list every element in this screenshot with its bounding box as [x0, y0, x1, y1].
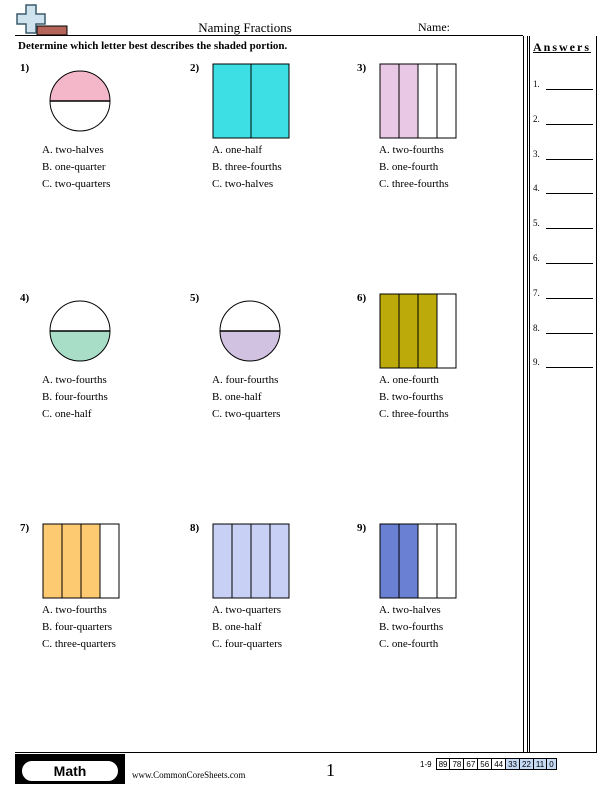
name-label: Name:	[418, 20, 450, 34]
score-cell: 89	[436, 759, 450, 770]
shaded-part	[43, 524, 62, 598]
answer-option: B. four-fourths	[42, 391, 108, 403]
unshaded-part	[418, 64, 437, 138]
fraction-rectangle	[379, 63, 457, 139]
score-cell: 56	[478, 759, 492, 770]
shaded-part	[251, 64, 289, 138]
math-badge: Math	[20, 759, 120, 783]
fraction-rectangle	[212, 523, 290, 599]
answer-number: 3.	[533, 148, 540, 159]
shaded-part	[50, 331, 110, 361]
answer-option: B. four-quarters	[42, 621, 113, 633]
score-cell: 44	[492, 759, 506, 770]
worksheet-title: Naming Fractions	[198, 20, 292, 35]
fraction-rectangle	[379, 523, 457, 599]
answer-blank[interactable]	[546, 193, 593, 194]
problem-number: 6)	[357, 292, 367, 304]
score-cell: 67	[464, 759, 478, 770]
problem-number: 2)	[190, 62, 200, 74]
score-cell: 78	[450, 759, 464, 770]
answer-option: C. four-quarters	[212, 638, 283, 650]
plus-logo-icon	[15, 4, 71, 36]
answer-option: C. two-halves	[212, 178, 274, 190]
answer-line[interactable]	[533, 79, 595, 91]
answer-line[interactable]	[533, 218, 595, 230]
fraction-circle	[47, 298, 113, 364]
answer-option: B. one-half	[212, 391, 262, 403]
answer-blank[interactable]	[546, 367, 593, 368]
answer-option: A. two-quarters	[212, 604, 282, 616]
answer-option: B. three-fourths	[212, 161, 282, 173]
answer-option: C. two-quarters	[42, 178, 111, 190]
problem-number: 3)	[357, 62, 367, 74]
answer-option: C. one-fourth	[379, 638, 439, 650]
shaded-part	[380, 64, 399, 138]
problem-number: 4)	[20, 292, 30, 304]
answer-blank[interactable]	[546, 333, 593, 334]
fraction-rectangle	[379, 293, 457, 369]
answer-blank[interactable]	[546, 263, 593, 264]
website-link[interactable]: www.CommonCoreSheets.com	[132, 770, 246, 780]
answer-option: A. two-fourths	[42, 374, 107, 386]
problem-number: 7)	[20, 522, 30, 534]
answer-options	[42, 142, 110, 193]
answer-option: C. three-quarters	[42, 638, 116, 650]
answer-option: A. one-half	[212, 144, 263, 156]
unshaded-part	[418, 524, 437, 598]
answer-column	[529, 36, 597, 752]
answer-options	[379, 372, 449, 423]
shaded-part	[213, 64, 251, 138]
answer-blank[interactable]	[546, 89, 593, 90]
answer-blank[interactable]	[546, 228, 593, 229]
problem-number: 5)	[190, 292, 200, 304]
answer-options	[42, 602, 116, 653]
page-number: 1	[326, 760, 335, 780]
problem-number: 9)	[357, 522, 367, 534]
answer-options	[42, 372, 108, 423]
answer-options	[379, 602, 443, 653]
answer-option: C. three-fourths	[379, 178, 449, 190]
answer-options	[212, 142, 282, 193]
score-table	[418, 758, 557, 770]
shaded-part	[62, 524, 81, 598]
score-cell: 0	[547, 759, 556, 770]
answer-options	[379, 142, 449, 193]
answer-option: A. two-fourths	[379, 144, 444, 156]
answer-number: 6.	[533, 253, 540, 263]
answer-option: A. two-halves	[379, 604, 441, 616]
answer-option: A. two-halves	[42, 144, 104, 156]
answer-line[interactable]	[533, 114, 595, 126]
footer-rule	[15, 752, 597, 753]
answers-title: Answers	[533, 40, 591, 54]
shaded-part	[399, 524, 418, 598]
shaded-part	[232, 524, 251, 598]
shaded-part	[270, 524, 289, 598]
shaded-part	[399, 294, 418, 368]
answer-option: B. one-half	[212, 621, 262, 633]
answer-option: A. four-fourths	[212, 374, 279, 386]
shaded-part	[380, 524, 399, 598]
answer-number: 2.	[533, 113, 540, 124]
answer-options	[212, 372, 280, 423]
instructions: Determine which letter best describes the shaded portion.	[18, 40, 288, 52]
answer-line[interactable]	[533, 323, 595, 335]
fraction-circle	[47, 68, 113, 134]
column-divider	[523, 36, 528, 752]
header-rule	[15, 35, 523, 36]
answer-options	[212, 602, 282, 653]
fraction-rectangle	[42, 523, 120, 599]
shaded-part	[81, 524, 100, 598]
unshaded-part	[437, 294, 456, 368]
score-cell: 33	[506, 759, 520, 770]
answer-number: 8.	[533, 322, 540, 333]
answer-option: A. two-fourths	[42, 604, 107, 616]
shaded-part	[50, 71, 110, 101]
shaded-part	[251, 524, 270, 598]
unshaded-part	[437, 64, 456, 138]
answer-line[interactable]	[533, 149, 595, 161]
answer-number: 9.	[533, 357, 540, 368]
fraction-rectangle	[212, 63, 290, 139]
problem-number: 1)	[20, 62, 30, 74]
answer-number: 7.	[533, 287, 540, 298]
answer-option: C. three-fourths	[379, 408, 449, 420]
answer-option: B. two-fourths	[379, 621, 444, 633]
answer-option: A. one-fourth	[379, 374, 439, 386]
shaded-part	[399, 64, 418, 138]
answer-number: 4.	[533, 183, 540, 194]
answer-number: 1.	[533, 79, 540, 89]
fraction-circle	[217, 298, 283, 364]
shaded-part	[220, 331, 280, 361]
answer-option: C. two-quarters	[212, 408, 281, 420]
answer-option: B. two-fourths	[379, 391, 444, 403]
answer-number: 5.	[533, 218, 540, 229]
answer-option: C. one-half	[42, 408, 92, 420]
shaded-part	[418, 294, 437, 368]
shaded-part	[213, 524, 232, 598]
answer-line[interactable]	[533, 357, 595, 369]
unshaded-part	[437, 524, 456, 598]
shaded-part	[380, 294, 399, 368]
score-cell: 22	[520, 759, 534, 770]
answer-blank[interactable]	[546, 159, 593, 160]
problem-number: 8)	[190, 522, 200, 534]
answer-option: B. one-fourth	[379, 161, 439, 173]
score-range-label: 1-9	[420, 759, 432, 769]
score-cell: 11	[533, 759, 546, 770]
answer-blank[interactable]	[546, 298, 593, 299]
answer-line[interactable]	[533, 253, 595, 265]
answer-option: B. one-quarter	[42, 161, 106, 173]
unshaded-part	[100, 524, 119, 598]
answer-blank[interactable]	[546, 124, 593, 125]
answer-line[interactable]	[533, 183, 595, 195]
answer-line[interactable]	[533, 288, 595, 300]
